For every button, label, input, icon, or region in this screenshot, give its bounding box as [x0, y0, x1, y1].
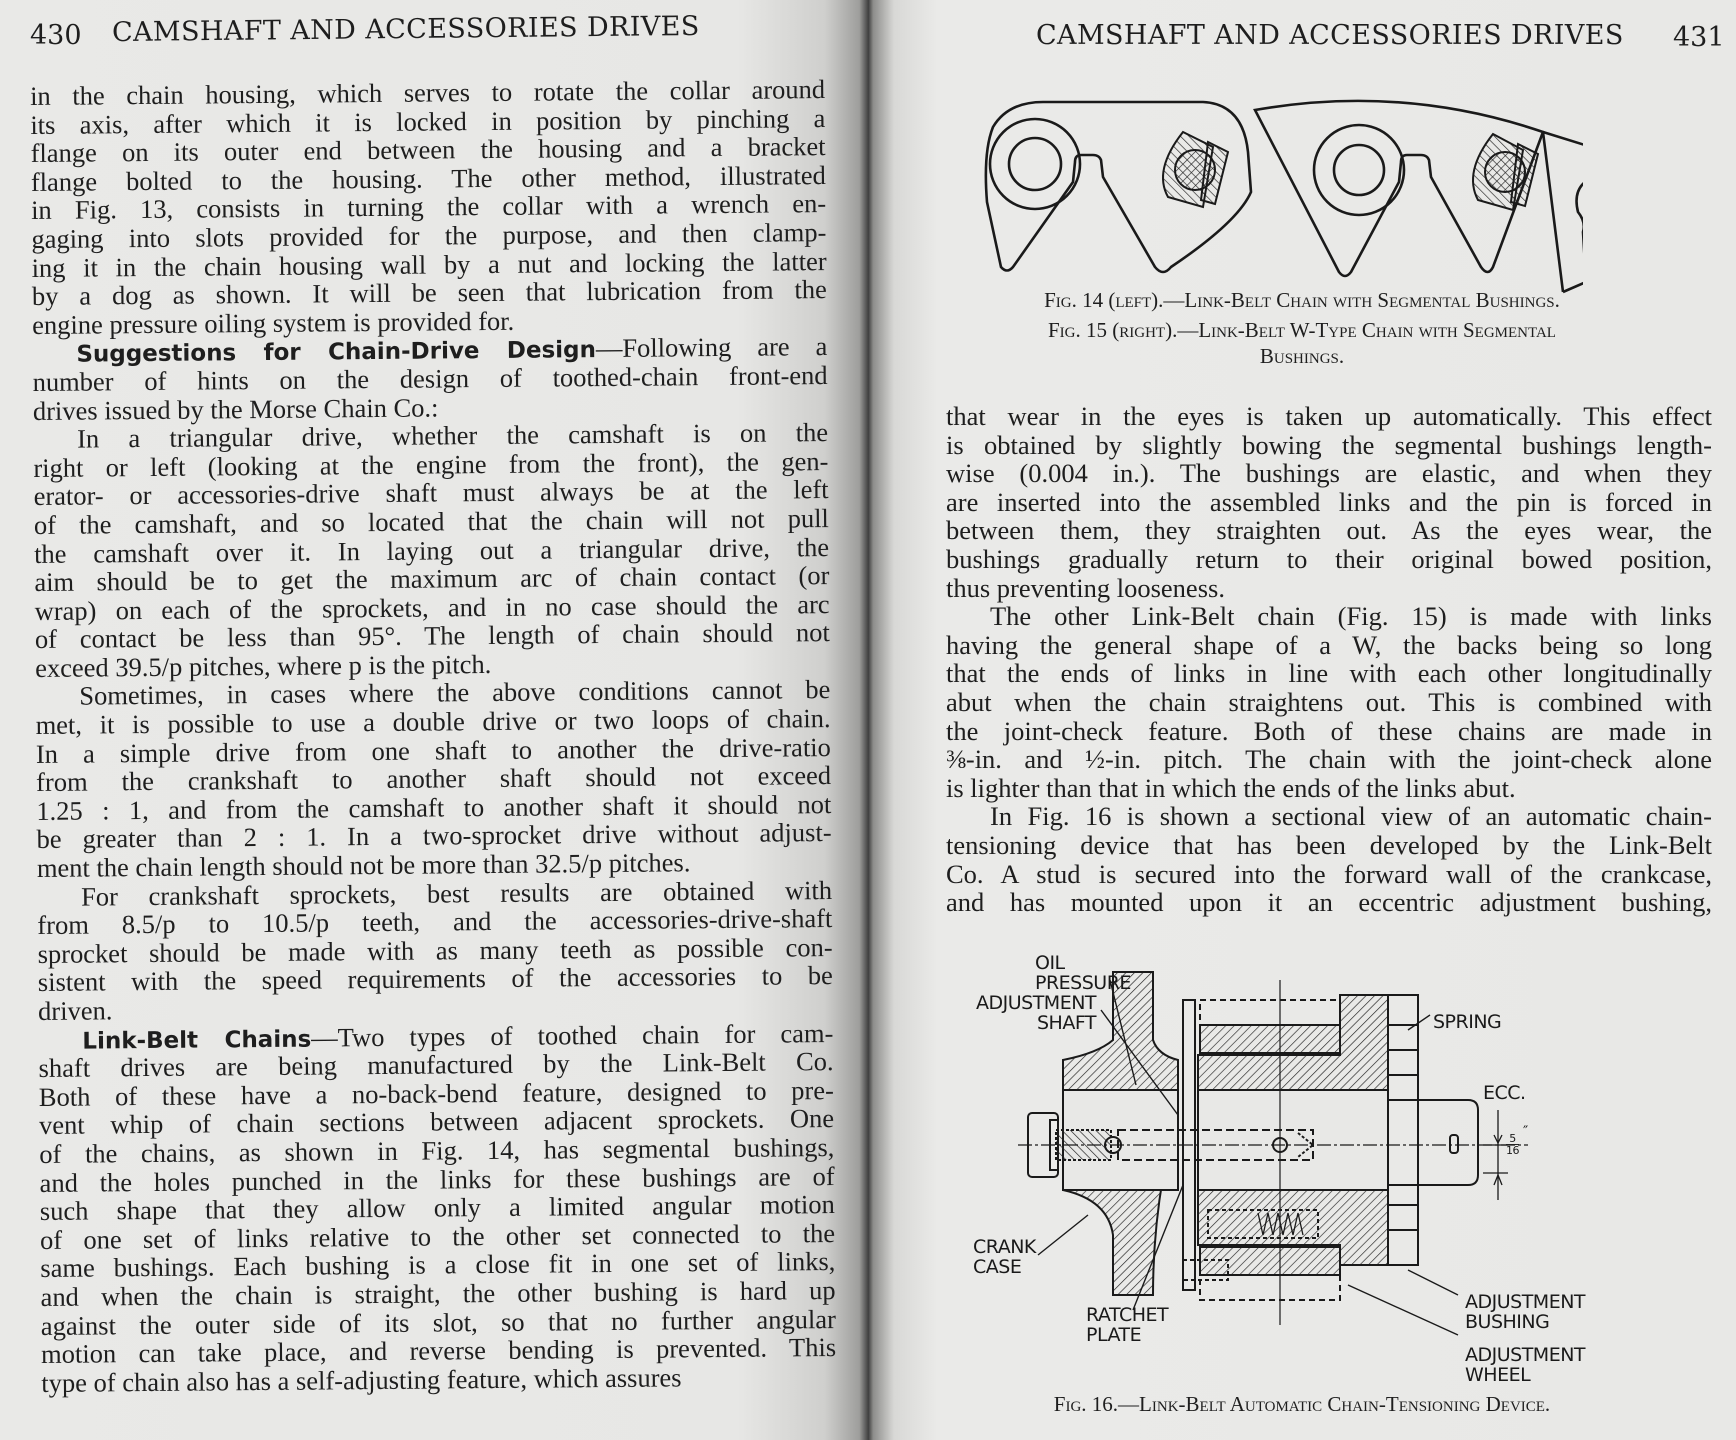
label-adjustment-shaft: [976, 993, 1096, 1033]
fig16-caption: Fig. 16.—Link-Belt Automatic Chain-Tensioning Device.: [1053, 1392, 1551, 1416]
line-text: Both of these have a no-back-bend feature, designed to pre-: [38, 1074, 834, 1112]
line-text: In a triangular drive, whether the camshaft is on the: [76, 417, 829, 454]
line-text: ing it in the chain housing wall by a nut and locking the latter: [31, 245, 827, 283]
line-text: In Fig. 16 is shown a sectional view of an automatic chain-: [990, 801, 1712, 832]
line-text: type of chain also has a self-adjusting feature, which assures: [41, 1362, 682, 1398]
running-head: CAMSHAFT AND ACCESSORIES DRIVES: [1036, 20, 1624, 51]
dim-numerator: 5: [1509, 1132, 1516, 1145]
label-adjustment-wheel-line1: ADJUSTMENT: [1465, 1344, 1586, 1366]
line-text: by a dog as shown. It will be seen that lubrication from the: [31, 274, 827, 312]
line-text: of contact be less than 95°. The length of chain should not: [34, 617, 830, 655]
label-ratchet: RATCHET: [1086, 1304, 1169, 1326]
line-text: of the camshaft, and so located that the chain will not pull: [33, 502, 829, 540]
line-text: —Following are a: [595, 331, 828, 364]
line-text: shaft drives are being manufactured by the Link-Belt Co.: [38, 1046, 834, 1084]
fig15-bushing: [1473, 134, 1538, 210]
running-head: CAMSHAFT AND ACCESSORIES DRIVES: [111, 10, 700, 49]
label-ratchet-plate: [1086, 1305, 1168, 1345]
line-text: number of hints on the design of toothed-chain front-end: [32, 359, 828, 397]
label-adjustment-bushing: [1465, 1292, 1585, 1332]
label-case: CASE: [973, 1256, 1022, 1278]
line-text: flange on its outer end between the housing and a bracket: [30, 131, 826, 169]
line-text: ⅜-in. and ½-in. pitch. The chain with the joint-check alone: [946, 744, 1712, 775]
right-page: [868, 0, 1736, 1440]
label-crank-case: [973, 1237, 1036, 1277]
line-text: drives issued by the Morse Chain Co.:: [32, 391, 439, 426]
fig14-bushing: [1163, 132, 1228, 207]
line-text: having the general shape of a W, the backs being so long: [946, 629, 1712, 660]
label-plate: PLATE: [1086, 1324, 1142, 1346]
line-text: erator- or accessories-drive shaft must always be at the left: [33, 474, 829, 512]
line-text: against the outer side of its slot, so that no further angular: [40, 1303, 836, 1341]
text-line: [946, 660, 1712, 689]
section-heading: Suggestions for Chain-Drive Design: [76, 337, 597, 368]
text-line: [946, 686, 1712, 718]
line-text: and when the chain is straight, the other bushing is hard up: [40, 1274, 836, 1312]
line-text: be greater than 2 : 1. In a two-sprocket drive without adjust-: [36, 817, 832, 855]
line-text: met, it is possible to use a double drive or two loops of chain.: [35, 703, 831, 741]
fig14-15-chain-illustration: [983, 92, 1583, 302]
line-text: from the crankshaft to another shaft should not exceed: [35, 760, 832, 798]
dim-unit: ″: [1523, 1124, 1528, 1140]
line-text: right or left (looking at the engine from the front), the gen-: [33, 445, 829, 483]
line-text: in the chain housing, which serves to rotate the collar around: [29, 74, 826, 111]
line-text: of one set of links relative to the other set connected to the: [39, 1217, 836, 1255]
line-text: gaging into slots provided for the purpose, and then clamp-: [31, 217, 827, 254]
label-ecc-dimension: [1506, 1133, 1519, 1156]
text-line: [946, 803, 1712, 832]
line-text: abut when the chain straightens out. This is combined with: [946, 686, 1712, 717]
line-text: sistent with the speed requirements of the accessories to be: [37, 960, 833, 998]
line-text: 1.25 : 1, and from the camshaft to another shaft it should not: [36, 788, 832, 826]
line-text: its axis, after which it is locked in position by pinching a: [30, 102, 826, 140]
line-text: from 8.5/p to 10.5/p teeth, and the accessories-drive-shaft: [37, 903, 833, 941]
line-text: wise (0.004 in.). The bushings are elastic, and when they: [946, 458, 1712, 489]
label-crank: CRANK: [973, 1236, 1036, 1258]
text-line: [946, 858, 1712, 890]
line-text: exceed 39.5/p pitches, where p is the pitch.: [34, 648, 492, 683]
line-text: The other Link-Belt chain (Fig. 15) is made with links: [990, 601, 1712, 632]
line-text: that wear in the eyes is taken up automatically. This effect: [946, 401, 1712, 431]
line-text: sprocket should be made with as many teeth as possible con-: [37, 931, 833, 969]
line-text: of the chains, as shown in Fig. 14, has segmental bushings,: [39, 1131, 835, 1169]
text-line: [946, 715, 1712, 747]
text-line: [946, 429, 1712, 461]
line-text: aim should be to get the maximum arc of chain contact (or: [34, 560, 830, 598]
section-heading: Link-Belt Chains: [82, 1026, 312, 1055]
line-text: driven.: [37, 995, 113, 1026]
label-ecc: ECC.: [1483, 1082, 1526, 1104]
text-line: [946, 486, 1712, 518]
text-line: [946, 517, 1712, 546]
line-text: wrap) on each of the sprockets, and in no case should the arc: [34, 588, 830, 626]
label-adjustment-shaft-line1: ADJUSTMENT: [976, 992, 1097, 1014]
label-adjustment-bushing-line2: BUSHING: [1465, 1311, 1550, 1333]
fig15-link: [1255, 101, 1583, 292]
line-text: —Two types of toothed chain for cam-: [311, 1017, 834, 1053]
label-spring: SPRING: [1433, 1011, 1502, 1033]
text-line: [946, 460, 1712, 489]
label-adjustment-wheel: [1465, 1345, 1585, 1385]
line-text: Co. A stud is secured into the forward wall of the crankcase,: [946, 858, 1712, 889]
text-line: [946, 543, 1712, 575]
text-line: [946, 772, 1712, 804]
fig15-caption-line1: Fig. 15 (right).—Link-Belt W-Type Chain with Segmental: [1048, 318, 1556, 342]
fig14-caption: Fig. 14 (left).—Link-Belt Chain with Segmental Bushings.: [1044, 288, 1560, 312]
line-text: For crankshaft sprockets, best results are obtained with: [80, 874, 833, 912]
right-body-text: [946, 403, 1712, 918]
line-text: that the ends of links in line with each other longitudinally: [946, 658, 1712, 689]
line-text: In a simple drive from one shaft to another the drive-ratio: [35, 731, 831, 769]
line-text: motion can take place, and reverse bending is prevented. This: [40, 1332, 837, 1370]
page-number: 430: [30, 20, 82, 51]
line-text: vent whip of chain sections between adjacent sprockets. One: [38, 1103, 835, 1141]
label-adjustment-bushing-line1: ADJUSTMENT: [1465, 1291, 1586, 1313]
left-body-text: [30, 75, 836, 1397]
text-line: [41, 1362, 836, 1398]
line-text: between them, they straighten out. As the eyes wear, the: [946, 515, 1712, 546]
text-line: [946, 403, 1712, 432]
line-text: are inserted into the assembled links and the pin is forced in: [946, 486, 1712, 517]
line-text: the joint-check feature. Both of these chains are made in: [946, 715, 1712, 746]
text-line: [946, 746, 1712, 775]
label-adjustment-wheel-line2: WHEEL: [1465, 1364, 1531, 1386]
page-number: 431: [1673, 22, 1725, 53]
line-text: Sometimes, in cases where the above conditions cannot be: [79, 674, 831, 712]
fig15-caption-line2: Bushings.: [1259, 344, 1345, 368]
line-text: bushings gradually return to their original bowed position,: [946, 543, 1712, 574]
text-line: [946, 629, 1712, 661]
label-adjustment-shaft-line2: SHAFT: [1036, 1012, 1097, 1034]
text-line: [946, 572, 1712, 604]
line-text: is lighter than that in which the ends of the links abut.: [946, 772, 1516, 803]
line-text: such shape that they allow only a limited angular motion: [39, 1189, 835, 1227]
line-text: is obtained by slightly bowing the segmental bushings length-: [946, 429, 1712, 460]
label-oil-pressure: [1035, 953, 1131, 993]
label-pressure: PRESSURE: [1035, 972, 1131, 994]
line-text: and has mounted upon it an eccentric adjustment bushing,: [946, 887, 1712, 918]
text-line: [946, 603, 1712, 632]
label-oil: OIL: [1035, 952, 1065, 974]
line-text: in Fig. 13, consists in turning the collar with a wrench en-: [30, 188, 827, 226]
line-text: ment the chain length should not be more than 32.5/p pitches.: [36, 847, 691, 884]
line-text: the camshaft over it. In laying out a triangular drive, the: [33, 531, 830, 569]
text-line: [946, 829, 1712, 861]
line-text: same bushings. Each bushing is a close fit in one set of links,: [40, 1246, 836, 1284]
line-text: thus preventing looseness.: [946, 572, 1225, 603]
dim-denominator: 16: [1506, 1144, 1519, 1157]
line-text: tensioning device that has been developed by the Link-Belt: [946, 829, 1712, 860]
line-text: engine pressure oiling system is provided for.: [31, 305, 515, 340]
line-text: flange bolted to the housing. The other method, illustrated: [30, 159, 826, 197]
line-text: and the holes punched in the links for these bushings are of: [39, 1160, 835, 1198]
text-line: [946, 889, 1712, 918]
